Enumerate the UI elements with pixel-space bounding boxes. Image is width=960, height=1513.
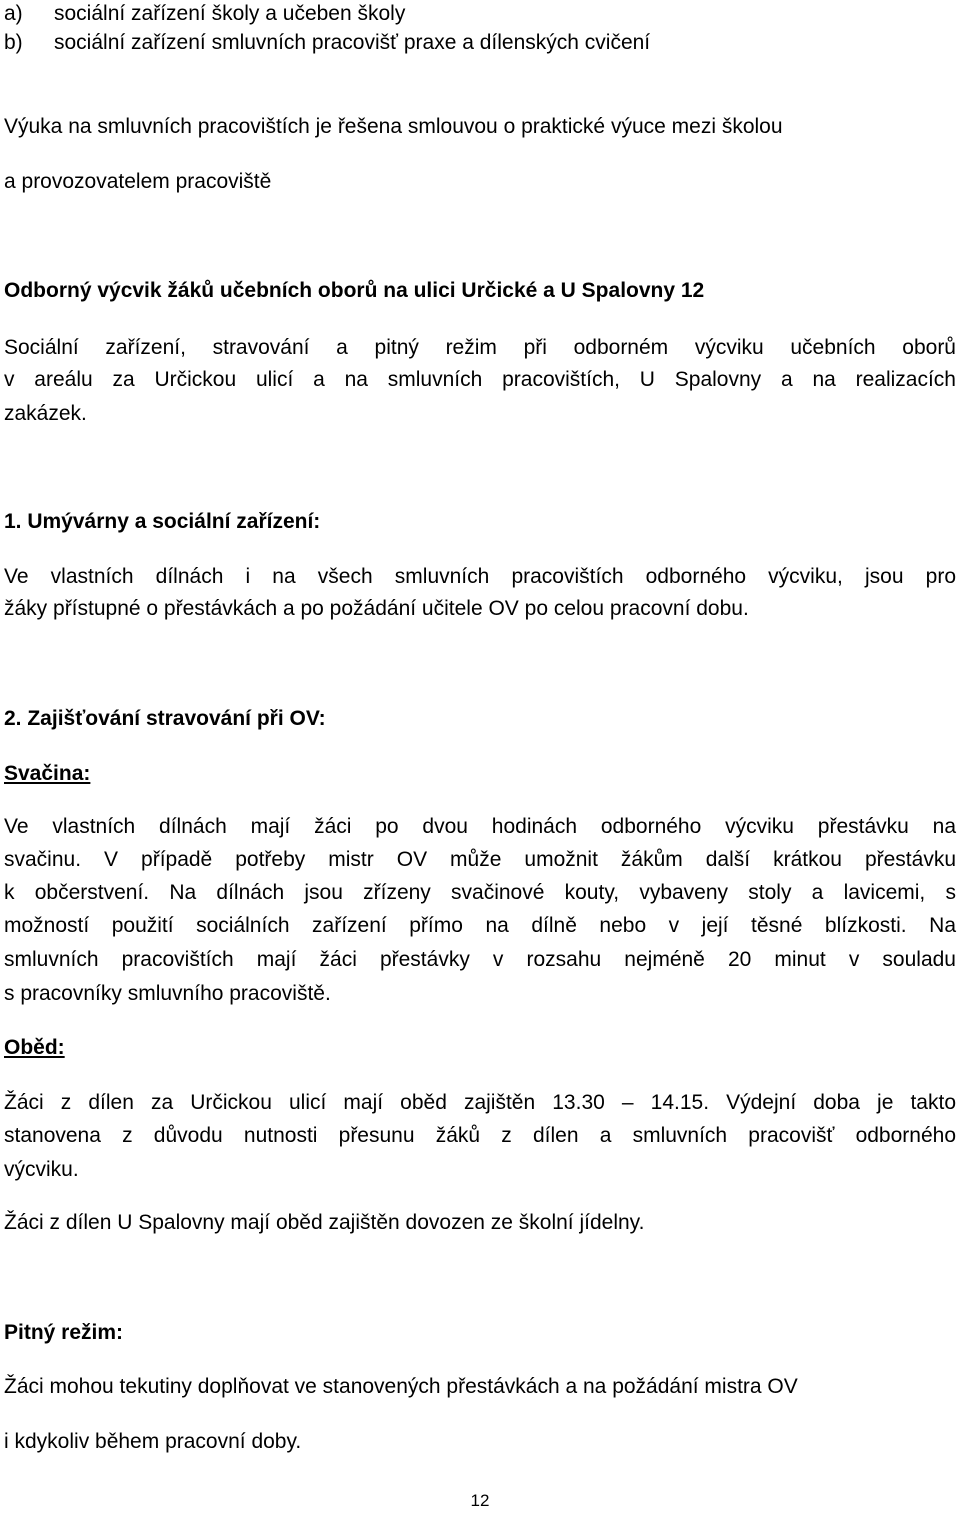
- body-line: Ve vlastních dílnách mají žáci po dvou hodinách odborného výcviku přestávku na: [4, 815, 956, 838]
- lunch-title: Oběd:: [4, 1036, 65, 1059]
- body-line: Žáci z dílen U Spalovny mají oběd zajištěn dovozen ze školní jídelny.: [4, 1211, 645, 1234]
- body-line: Sociální zařízení, stravování a pitný režim při odborném výcviku učebních oborů: [4, 336, 956, 359]
- body-line: s pracovníky smluvního pracoviště.: [4, 982, 331, 1005]
- body-line: stanovena z důvodu nutnosti přesunu žáků z dílen a smluvních pracovišť odborného: [4, 1124, 956, 1147]
- list-label: b): [4, 31, 23, 54]
- body-line: i kdykoliv během pracovní doby.: [4, 1430, 302, 1453]
- body-line: v areálu za Určickou ulicí a na smluvních pracovištích, U Spalovny a na realizacích: [4, 368, 956, 391]
- list-item-a: [4, 1, 405, 27]
- body-line: výcviku.: [4, 1158, 79, 1181]
- section-heading: Odborný výcvik žáků učebních oborů na ulici Určické a U Spalovny 12: [4, 279, 705, 302]
- snack-title: Svačina:: [4, 762, 91, 785]
- section-2-title: 2. Zajišťování stravování při OV:: [4, 707, 326, 730]
- list-text: sociální zařízení školy a učeben školy: [54, 2, 406, 25]
- body-line: svačinu. V případě potřeby mistr OV může umožnit žákům další krátkou přestávku: [4, 848, 956, 871]
- body-line: zakázek.: [4, 402, 87, 425]
- section-1-title: 1. Umývárny a sociální zařízení:: [4, 510, 321, 533]
- body-line: Žáci z dílen za Určickou ulicí mají oběd zajištěn 13.30 – 14.15. Výdejní doba je takto: [4, 1091, 956, 1114]
- intro-line: Výuka na smluvních pracovištích je řešena smlouvou o praktické výuce mezi školou: [4, 115, 783, 138]
- list-item-b: [4, 30, 650, 56]
- body-line: k občerstvení. Na dílnách jsou zřízeny svačinové kouty, vybaveny stoly a lavicemi, s: [4, 881, 956, 904]
- body-line: Žáci mohou tekutiny doplňovat ve stanovených přestávkách a na požádání mistra OV: [4, 1375, 798, 1398]
- drink-title: Pitný režim:: [4, 1321, 124, 1344]
- list-label: a): [4, 2, 23, 25]
- page-number: 12: [470, 1491, 490, 1510]
- body-line: Ve vlastních dílnách i na všech smluvních pracovištích odborného výcviku, jsou pro: [4, 565, 956, 588]
- body-line: možností použití sociálních zařízení přímo na dílně nebo v její těsné blízkosti. Na: [4, 914, 956, 937]
- list-text: sociální zařízení smluvních pracovišť praxe a dílenských cvičení: [54, 31, 651, 54]
- body-line: žáky přístupné o přestávkách a po požádání učitele OV po celou pracovní dobu.: [4, 597, 749, 620]
- intro-line: a provozovatelem pracoviště: [4, 170, 272, 193]
- body-line: smluvních pracovištích mají žáci přestávky v rozsahu nejméně 20 minut v souladu: [4, 948, 956, 971]
